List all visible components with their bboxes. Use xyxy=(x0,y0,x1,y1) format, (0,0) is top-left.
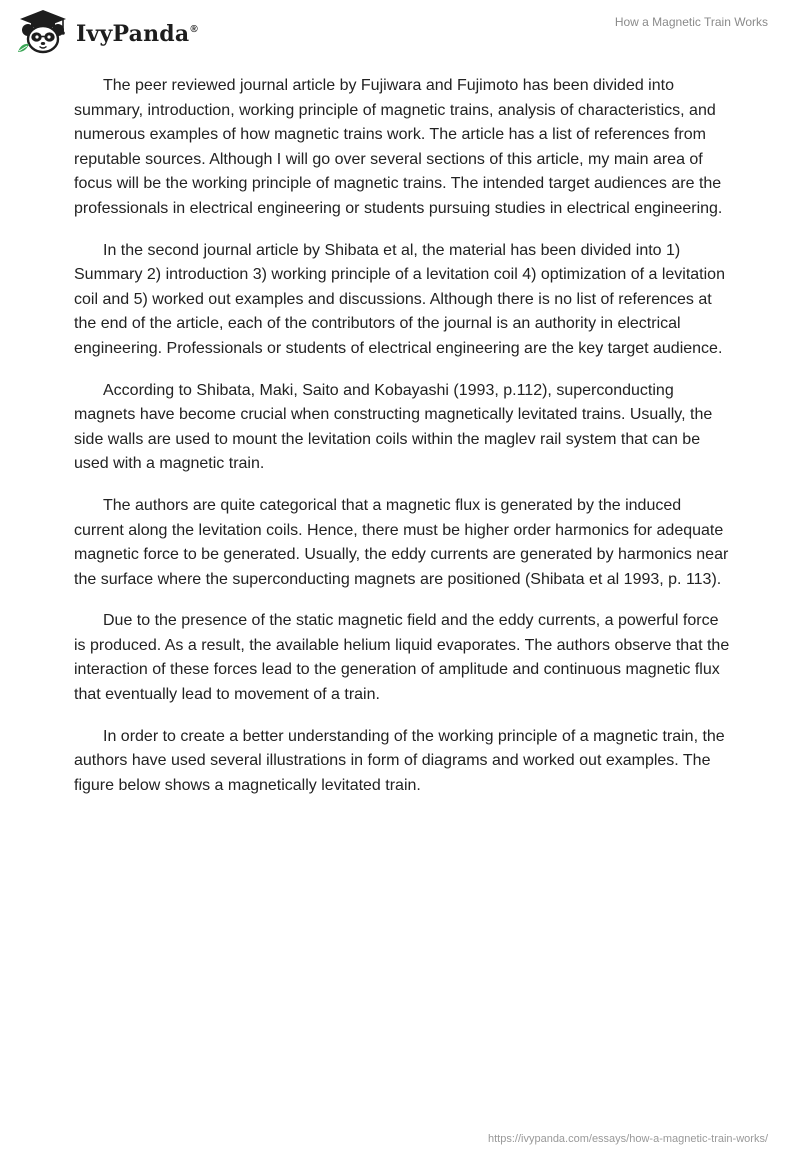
paragraph: In order to create a better understanding of the working principle of a magnetic train, the authors have used several illustrations in form of diagrams and worked out examples. The figure below shows a magnetically levitated train. xyxy=(74,727,725,794)
paragraph: The peer reviewed journal article by Fujiwara and Fujimoto has been divided into summary, introduction, working principle of magnetic trains, analysis of characteristics, and numerous examples of how magnetic trains work. The article has a list of references from reputable sources. Although I will go over several sections of this article, my main area of focus will be the working principle of magnetic trains. The intended target audiences are the professionals in electrical engineering or students pursuing studies in electrical engineering. xyxy=(74,77,723,217)
registered-mark: ® xyxy=(190,24,198,35)
document-title: How a Magnetic Train Works xyxy=(614,15,768,29)
page-header xyxy=(0,0,800,60)
essay-body xyxy=(74,74,734,815)
brand-logo[interactable] xyxy=(14,8,198,58)
panda-graduate-icon xyxy=(14,8,72,58)
source-url[interactable]: https://ivypanda.com/essays/how-a-magnetic-train-works/ xyxy=(488,1133,768,1145)
paragraph: In the second journal article by Shibata et al, the material has been divided into 1) Summary 2) introduction 3) working principle of a levitation coil 4) optimization of a levitation coil and 5) worked out examples and discussions. Although there is no list of references at the end of the article, each of the contributors of the journal is an authority in electrical engineering. Professionals or students of electrical engineering are the key target audience. xyxy=(74,241,725,357)
brand-name xyxy=(76,21,198,47)
paragraph: The authors are quite categorical that a magnetic flux is generated by the induced current along the levitation coils. Hence, there must be higher order harmonics for adequate magnetic force to be generated. Usually, the eddy currents are generated by harmonics near the surface where the superconducting magnets are positioned (Shibata et al 1993, p. 113). xyxy=(74,496,729,588)
paragraph: Due to the presence of the static magnetic field and the eddy currents, a powerful force is produced. As a result, the available helium liquid evaporates. The authors observe that the interaction of these forces lead to the generation of amplitude and continuous magnetic flux that eventually lead to movement of a train. xyxy=(74,612,730,704)
paragraph: According to Shibata, Maki, Saito and Kobayashi (1993, p.112), superconducting magnets have become crucial when constructing magnetically levitated trains. Usually, the side walls are used to mount the levitation coils within the maglev rail system that can be used with a magnetic train. xyxy=(74,381,713,473)
brand-name-text: IvyPanda xyxy=(76,21,190,47)
